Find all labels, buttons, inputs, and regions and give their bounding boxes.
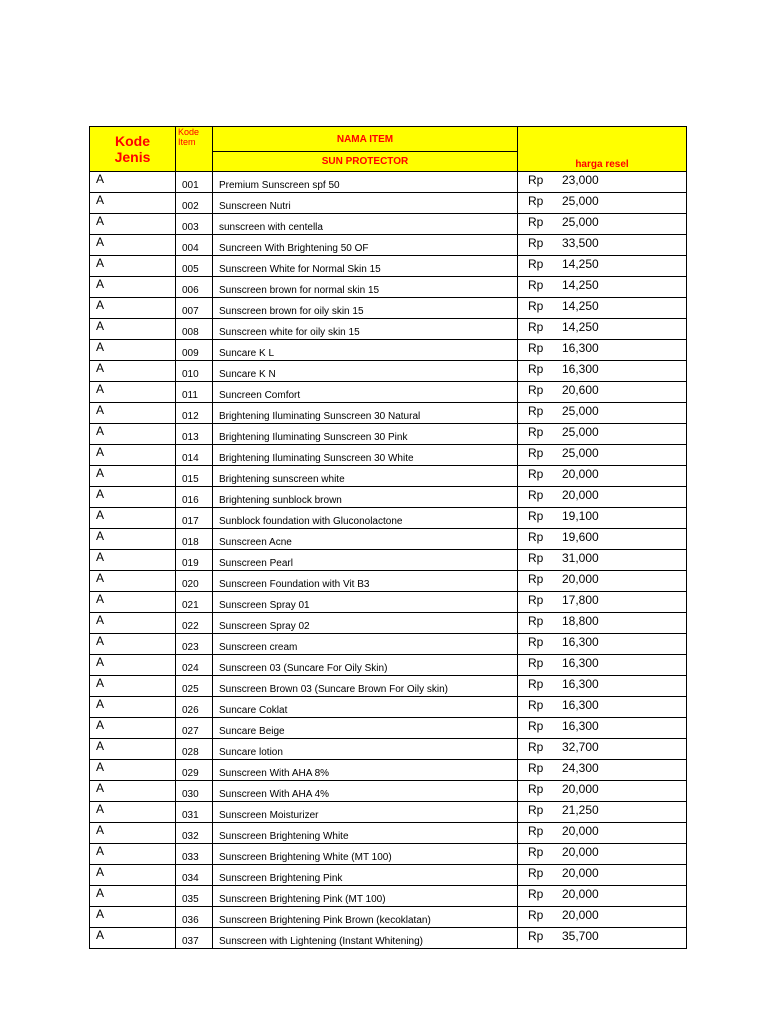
cell-kode-item: 022 [176,613,213,634]
cell-kode-item: 018 [176,529,213,550]
cell-kode-jenis: A [90,865,176,886]
table-row [90,172,687,193]
cell-kode-item: 019 [176,550,213,571]
price-value: 33,500 [562,236,599,250]
cell-kode-item: 037 [176,928,213,949]
currency-label: Rp [528,278,544,292]
price-list-table [89,126,687,949]
currency-label: Rp [528,866,544,880]
price-value: 20,000 [562,782,599,796]
price-value: 20,000 [562,845,599,859]
cell-harga [518,676,687,697]
cell-harga [518,256,687,277]
cell-kode-jenis: A [90,382,176,403]
price-value: 16,300 [562,719,599,733]
cell-harga [518,865,687,886]
cell-harga [518,487,687,508]
table-row [90,193,687,214]
cell-harga [518,592,687,613]
cell-kode-jenis: A [90,172,176,193]
price-value: 16,300 [562,656,599,670]
table-row [90,298,687,319]
cell-kode-jenis: A [90,676,176,697]
table-row [90,697,687,718]
price-value: 35,700 [562,929,599,943]
cell-kode-item: 012 [176,403,213,424]
cell-kode-jenis: A [90,928,176,949]
cell-harga [518,634,687,655]
cell-kode-jenis: A [90,844,176,865]
cell-kode-item: 024 [176,655,213,676]
cell-kode-item: 027 [176,718,213,739]
currency-label: Rp [528,488,544,502]
cell-kode-jenis: A [90,340,176,361]
price-value: 14,250 [562,257,599,271]
header-kode-jenis [90,127,176,172]
price-value: 32,700 [562,740,599,754]
cell-nama-item: Brightening sunblock brown [213,487,518,508]
header-kode-item-label: Kode Item [178,127,200,147]
table-row [90,634,687,655]
cell-nama-item: Sunscreen Brightening White [213,823,518,844]
cell-nama-item: Suncare K L [213,340,518,361]
currency-label: Rp [528,446,544,460]
price-value: 20,000 [562,488,599,502]
cell-nama-item: Sunscreen Brightening Pink Brown (kecoklatan) [213,907,518,928]
cell-nama-item: Suncreen With Brightening 50 OF [213,235,518,256]
currency-label: Rp [528,236,544,250]
price-value: 20,000 [562,824,599,838]
cell-harga [518,739,687,760]
cell-kode-item: 015 [176,466,213,487]
cell-kode-item: 003 [176,214,213,235]
cell-nama-item: Sunscreen with Lightening (Instant Whitening) [213,928,518,949]
currency-label: Rp [528,509,544,523]
cell-harga [518,928,687,949]
price-value: 16,300 [562,341,599,355]
table-row [90,445,687,466]
cell-harga [518,193,687,214]
currency-label: Rp [528,635,544,649]
cell-harga [518,403,687,424]
cell-kode-jenis: A [90,319,176,340]
table-header [90,127,687,172]
cell-kode-item: 009 [176,340,213,361]
table-row [90,235,687,256]
cell-kode-item: 021 [176,592,213,613]
cell-harga [518,445,687,466]
cell-harga [518,277,687,298]
currency-label: Rp [528,593,544,607]
table-row [90,424,687,445]
cell-kode-item: 020 [176,571,213,592]
cell-kode-jenis: A [90,487,176,508]
currency-label: Rp [528,173,544,187]
cell-kode-item: 029 [176,760,213,781]
cell-kode-jenis: A [90,655,176,676]
cell-kode-item: 030 [176,781,213,802]
cell-kode-jenis: A [90,907,176,928]
cell-kode-jenis: A [90,592,176,613]
cell-harga [518,655,687,676]
cell-kode-jenis: A [90,424,176,445]
cell-kode-jenis: A [90,214,176,235]
cell-nama-item: Sunscreen Moisturizer [213,802,518,823]
table-row [90,466,687,487]
price-value: 24,300 [562,761,599,775]
currency-label: Rp [528,551,544,565]
price-value: 25,000 [562,215,599,229]
cell-nama-item: Sunscreen 03 (Suncare For Oily Skin) [213,655,518,676]
table-row [90,571,687,592]
cell-kode-item: 007 [176,298,213,319]
cell-harga [518,382,687,403]
cell-nama-item: Suncare Coklat [213,697,518,718]
currency-label: Rp [528,614,544,628]
table-row [90,550,687,571]
cell-kode-jenis: A [90,508,176,529]
price-value: 25,000 [562,404,599,418]
cell-kode-jenis: A [90,550,176,571]
cell-harga [518,508,687,529]
cell-nama-item: Brightening Iluminating Sunscreen 30 Pink [213,424,518,445]
cell-nama-item: Sunscreen white for oily skin 15 [213,319,518,340]
table-row [90,739,687,760]
cell-kode-item: 011 [176,382,213,403]
table-row [90,592,687,613]
currency-label: Rp [528,740,544,754]
cell-nama-item: Sunscreen cream [213,634,518,655]
price-value: 20,000 [562,467,599,481]
currency-label: Rp [528,404,544,418]
table-body [90,172,687,949]
currency-label: Rp [528,341,544,355]
cell-nama-item: Sunblock foundation with Gluconolactone [213,508,518,529]
currency-label: Rp [528,761,544,775]
table-row [90,613,687,634]
currency-label: Rp [528,782,544,796]
table-row [90,361,687,382]
price-value: 16,300 [562,635,599,649]
cell-kode-item: 033 [176,844,213,865]
table-row [90,760,687,781]
header-kode-jenis-label: Kode Jenis [114,133,151,165]
table-row [90,214,687,235]
currency-label: Rp [528,677,544,691]
cell-nama-item: Sunscreen Brown 03 (Suncare Brown For Oily skin) [213,676,518,697]
price-value: 25,000 [562,425,599,439]
cell-harga [518,550,687,571]
table-row [90,277,687,298]
cell-harga [518,718,687,739]
cell-kode-jenis: A [90,886,176,907]
currency-label: Rp [528,929,544,943]
currency-label: Rp [528,299,544,313]
cell-kode-item: 031 [176,802,213,823]
table-row [90,718,687,739]
cell-harga [518,802,687,823]
currency-label: Rp [528,908,544,922]
price-value: 23,000 [562,173,599,187]
cell-kode-jenis: A [90,193,176,214]
cell-kode-jenis: A [90,361,176,382]
cell-kode-item: 017 [176,508,213,529]
cell-nama-item: Suncare lotion [213,739,518,760]
cell-kode-jenis: A [90,298,176,319]
currency-label: Rp [528,425,544,439]
cell-harga [518,298,687,319]
cell-harga [518,760,687,781]
cell-nama-item: sunscreen with centella [213,214,518,235]
table-row [90,256,687,277]
cell-kode-item: 016 [176,487,213,508]
cell-kode-item: 023 [176,634,213,655]
cell-nama-item: Sunscreen Brightening Pink (MT 100) [213,886,518,907]
currency-label: Rp [528,698,544,712]
cell-kode-item: 034 [176,865,213,886]
price-value: 16,300 [562,362,599,376]
cell-kode-item: 026 [176,697,213,718]
price-value: 20,000 [562,908,599,922]
currency-label: Rp [528,803,544,817]
currency-label: Rp [528,467,544,481]
table-row [90,487,687,508]
cell-kode-jenis: A [90,760,176,781]
cell-nama-item: Sunscreen Foundation with Vit B3 [213,571,518,592]
cell-nama-item: Sunscreen With AHA 4% [213,781,518,802]
table-row [90,319,687,340]
cell-harga [518,361,687,382]
price-value: 25,000 [562,446,599,460]
cell-harga [518,424,687,445]
cell-kode-jenis: A [90,802,176,823]
table-row [90,382,687,403]
cell-kode-item: 025 [176,676,213,697]
currency-label: Rp [528,824,544,838]
table-row [90,823,687,844]
cell-harga [518,781,687,802]
table-row [90,676,687,697]
cell-harga [518,172,687,193]
table-row [90,865,687,886]
price-value: 19,100 [562,509,599,523]
cell-kode-jenis: A [90,466,176,487]
cell-kode-item: 001 [176,172,213,193]
cell-nama-item: Suncare K N [213,361,518,382]
table-row [90,403,687,424]
cell-harga [518,235,687,256]
cell-kode-jenis: A [90,718,176,739]
cell-harga [518,571,687,592]
cell-nama-item: Suncreen Comfort [213,382,518,403]
cell-nama-item: Sunscreen Brightening Pink [213,865,518,886]
currency-label: Rp [528,257,544,271]
cell-harga [518,529,687,550]
cell-kode-item: 008 [176,319,213,340]
cell-nama-item: Sunscreen Spray 01 [213,592,518,613]
table-row [90,886,687,907]
price-value: 14,250 [562,320,599,334]
cell-nama-item: Premium Sunscreen spf 50 [213,172,518,193]
price-value: 14,250 [562,278,599,292]
cell-harga [518,319,687,340]
cell-harga [518,886,687,907]
cell-nama-item: Suncare Beige [213,718,518,739]
cell-kode-jenis: A [90,256,176,277]
price-value: 16,300 [562,698,599,712]
cell-nama-item: Sunscreen Spray 02 [213,613,518,634]
price-value: 21,250 [562,803,599,817]
cell-nama-item: Sunscreen brown for oily skin 15 [213,298,518,319]
header-nama-item: NAMA ITEM [213,127,518,152]
cell-kode-item: 002 [176,193,213,214]
currency-label: Rp [528,194,544,208]
cell-harga [518,340,687,361]
currency-label: Rp [528,719,544,733]
cell-kode-item: 014 [176,445,213,466]
cell-kode-jenis: A [90,634,176,655]
cell-harga [518,844,687,865]
currency-label: Rp [528,215,544,229]
currency-label: Rp [528,383,544,397]
price-value: 19,600 [562,530,599,544]
cell-kode-item: 013 [176,424,213,445]
cell-kode-item: 035 [176,886,213,907]
currency-label: Rp [528,572,544,586]
table-row [90,508,687,529]
cell-kode-item: 005 [176,256,213,277]
price-value: 17,800 [562,593,599,607]
cell-nama-item: Brightening Iluminating Sunscreen 30 Natural [213,403,518,424]
table-row [90,529,687,550]
price-value: 25,000 [562,194,599,208]
cell-kode-item: 036 [176,907,213,928]
cell-kode-item: 010 [176,361,213,382]
price-value: 20,000 [562,572,599,586]
cell-nama-item: Brightening sunscreen white [213,466,518,487]
table-row [90,907,687,928]
cell-kode-jenis: A [90,823,176,844]
currency-label: Rp [528,887,544,901]
cell-nama-item: Brightening Iluminating Sunscreen 30 White [213,445,518,466]
price-value: 20,000 [562,887,599,901]
cell-nama-item: Sunscreen With AHA 8% [213,760,518,781]
price-value: 16,300 [562,677,599,691]
cell-kode-jenis: A [90,403,176,424]
cell-kode-jenis: A [90,571,176,592]
table-row [90,802,687,823]
cell-kode-item: 032 [176,823,213,844]
price-value: 20,600 [562,383,599,397]
cell-kode-jenis: A [90,445,176,466]
cell-nama-item: Sunscreen Pearl [213,550,518,571]
header-kode-item [176,127,213,172]
cell-kode-jenis: A [90,529,176,550]
table-row [90,655,687,676]
table-row [90,781,687,802]
table-row [90,844,687,865]
cell-harga [518,613,687,634]
currency-label: Rp [528,845,544,859]
cell-harga [518,907,687,928]
cell-nama-item: Sunscreen Acne [213,529,518,550]
price-value: 18,800 [562,614,599,628]
header-harga-resel: harga resel [518,127,687,172]
cell-harga [518,214,687,235]
cell-nama-item: Sunscreen White for Normal Skin 15 [213,256,518,277]
table-row [90,928,687,949]
cell-kode-item: 028 [176,739,213,760]
table-row [90,340,687,361]
cell-kode-jenis: A [90,277,176,298]
cell-kode-jenis: A [90,697,176,718]
cell-nama-item: Sunscreen Nutri [213,193,518,214]
header-category: SUN PROTECTOR [213,152,518,172]
currency-label: Rp [528,530,544,544]
cell-nama-item: Sunscreen brown for normal skin 15 [213,277,518,298]
cell-kode-item: 006 [176,277,213,298]
cell-nama-item: Sunscreen Brightening White (MT 100) [213,844,518,865]
cell-kode-jenis: A [90,235,176,256]
currency-label: Rp [528,656,544,670]
price-value: 14,250 [562,299,599,313]
currency-label: Rp [528,320,544,334]
cell-harga [518,697,687,718]
price-value: 20,000 [562,866,599,880]
cell-harga [518,823,687,844]
price-value: 31,000 [562,551,599,565]
cell-kode-jenis: A [90,739,176,760]
currency-label: Rp [528,362,544,376]
cell-kode-item: 004 [176,235,213,256]
cell-kode-jenis: A [90,781,176,802]
cell-harga [518,466,687,487]
cell-kode-jenis: A [90,613,176,634]
